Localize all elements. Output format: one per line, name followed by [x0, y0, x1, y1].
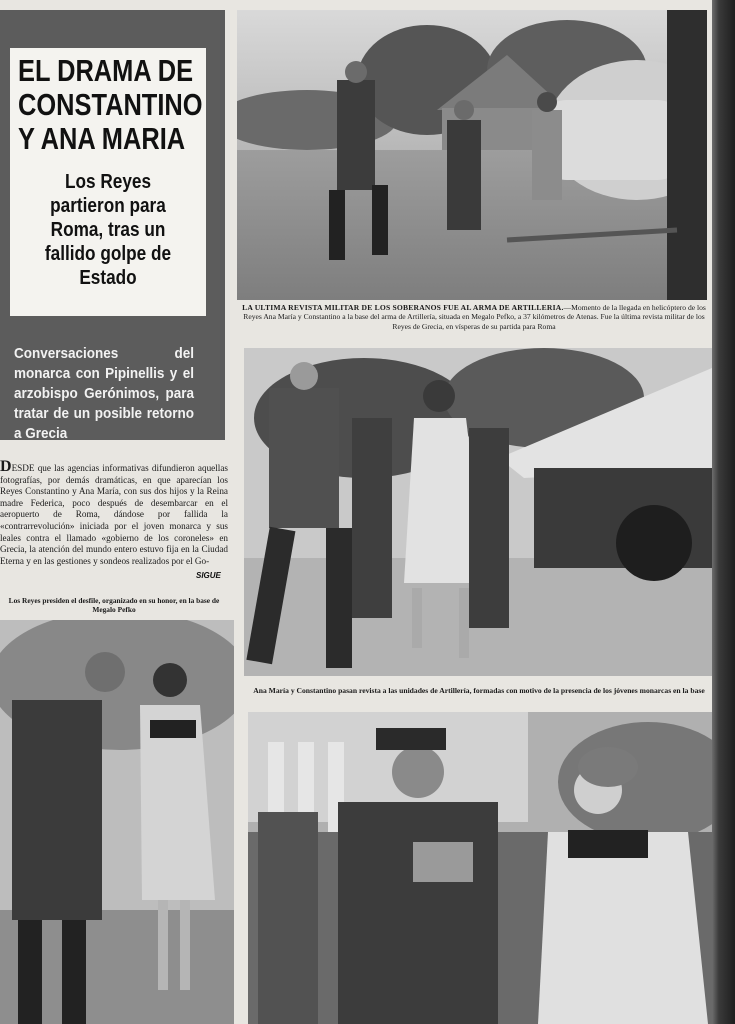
photo-helicopter-arrival: [237, 10, 707, 300]
caption-top-rest: —Momento de la llegada en helicóptero de los Reyes Ana María y Constantino a la base del arma de Artillería, situada en Megalo Pefko, a 37 kilómetros de Atenas. Fue la última revista militar de los Reyes de Grecia, en vísperas de su partida para Roma: [243, 303, 706, 331]
caption-left-photo: Los Reyes presiden el desfile, organizado en su honor, en la base de Megalo Pefko: [8, 596, 220, 615]
photo-artillery-review: [244, 348, 712, 676]
page-edge: [712, 0, 735, 1024]
caption-middle-photo: Ana María y Constantino pasan revista a las unidades de Artillería, formadas con motivo de la presencia de los jóvenes monarcas en la base: [253, 686, 705, 695]
headline-line-3: Y ANA MARIA: [18, 121, 186, 156]
caption-top-photo: [238, 303, 710, 331]
article-body: [0, 458, 228, 567]
headline-line-1: EL DRAMA DE: [18, 53, 194, 88]
headline-line-2: CONSTANTINO: [18, 87, 203, 122]
article-subhead: Los Reyes partieron para Roma, tras un fallido golpe de Estado: [44, 171, 172, 289]
article-body-text: ESDE que las agencias informativas difundieron aquellas fotografías, por demás dramáticas, en que aparecían los Reyes Constantino y Ana María, con sus dos hijos y la Reina madre Federica, poco después de desembarcar en el aeropuerto de Roma, dándose por fallida la «contrarrevolución» iniciada por el joven monarca y sus leales contra el llamado «gobierno de los coroneles» en Grecia, la atención del mundo entero estuvo fija en la Ciudad Eterna y en las gestiones y sondeos realizados por el Go-: [0, 463, 228, 566]
photo-smiling-couple: [248, 712, 712, 1024]
caption-top-lead: LA ULTIMA REVISTA MILITAR DE LOS SOBERANOS FUE AL ARMA DE ARTILLERIA.: [242, 303, 564, 312]
headline-panel: [0, 10, 225, 440]
continue-label: SIGUE: [196, 571, 221, 580]
article-headline: [18, 54, 207, 156]
panel-deck-text: Conversaciones del monarca con Pipinellis y el arzobispo Gerónimos, para tratar de un posible retorno a Grecia: [14, 345, 194, 442]
photo-couple-parade: [0, 620, 234, 1024]
headline-box: [10, 48, 206, 316]
drop-cap: D: [0, 458, 12, 475]
